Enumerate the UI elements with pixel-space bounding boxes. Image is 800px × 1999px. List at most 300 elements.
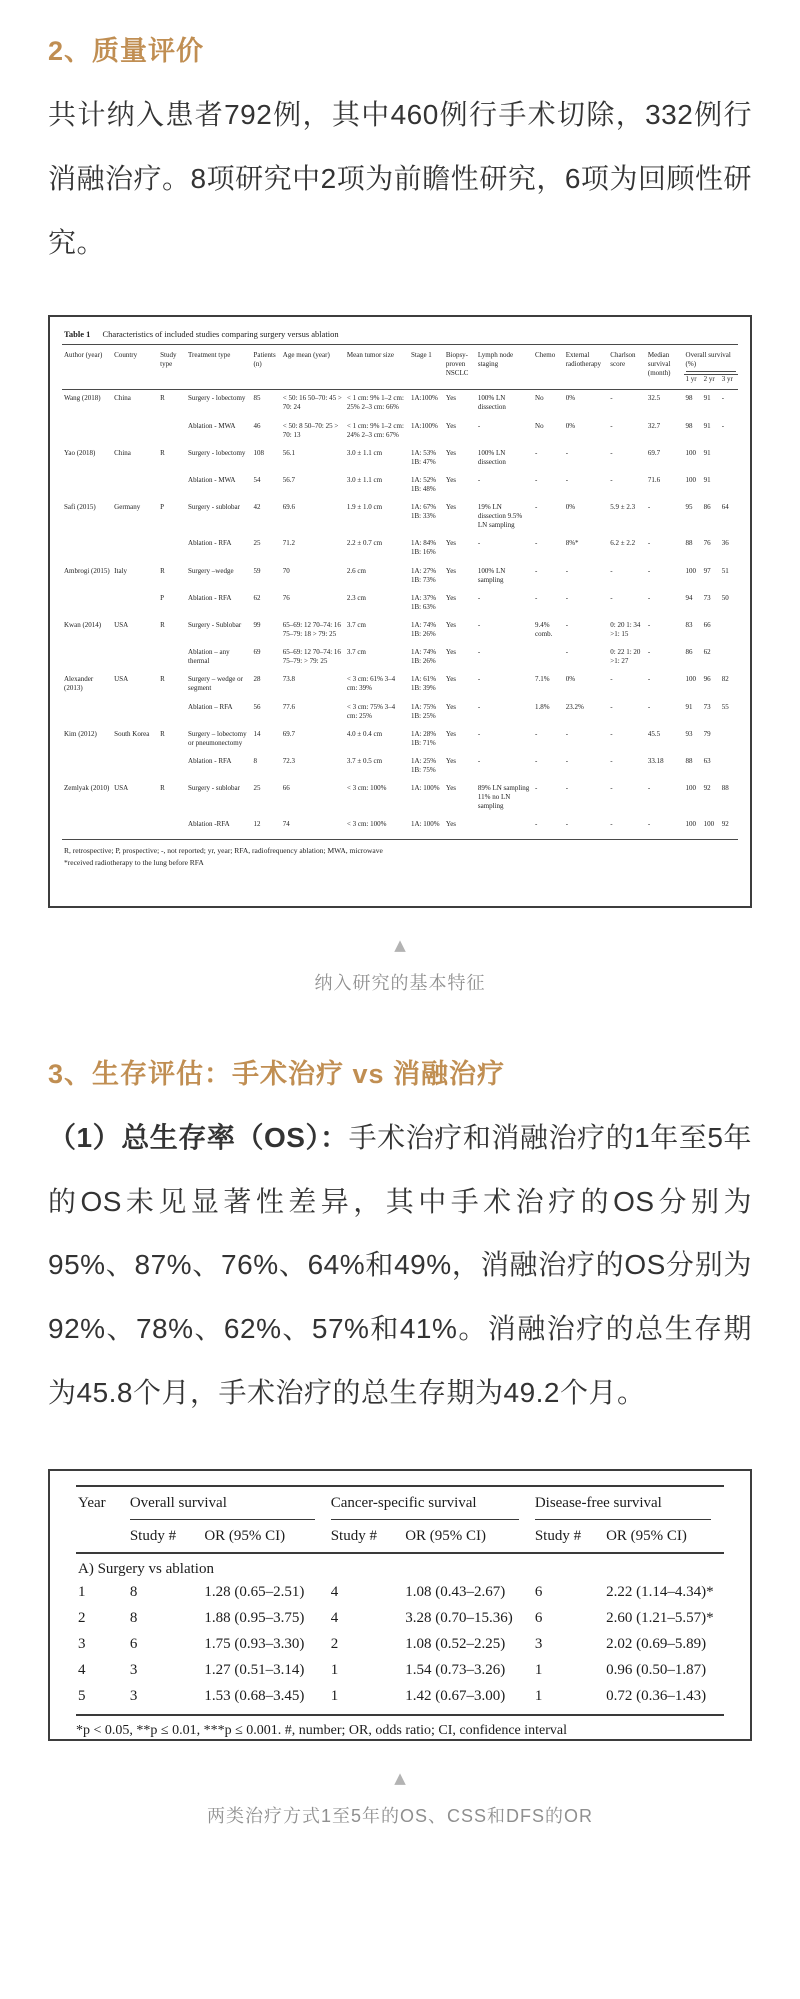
t1-cell: 1A: 84% 1B: 16%: [411, 539, 437, 557]
t2-cell: 1.28 (0.65–2.51): [204, 1584, 305, 1601]
t1-cell: 76: [703, 539, 711, 548]
t2-header-subcell: Study #: [329, 1524, 404, 1553]
t1-cell: 72.3: [282, 756, 296, 765]
t1-cell: -: [610, 475, 613, 484]
t1-cell: 98: [685, 421, 693, 430]
t2-cell: 0.96 (0.50–1.87): [606, 1662, 707, 1679]
t1-cell: 0%: [565, 503, 576, 512]
table1-footnotes: [62, 845, 738, 869]
t1-cell: 65–69: 12 70–74: 16 75–79: 18 > 79: 25: [282, 620, 341, 639]
t1-cell: Zemlyak (2010): [64, 784, 110, 793]
t1-cell: 83: [685, 620, 693, 629]
t1-cell: 98: [685, 394, 693, 403]
t1-cell: Yes: [445, 394, 457, 403]
t1-cell: Yes: [445, 448, 457, 457]
t1-cell: Ablation - RFA: [188, 539, 232, 548]
t1-cell: 19% LN dissection 9.5% LN sampling: [477, 503, 523, 530]
t1-cell: R: [160, 620, 165, 629]
t1-header-cell: External radiotherapy: [564, 347, 609, 390]
t1-cell: [62, 644, 112, 671]
t1-header-subcell: 3 yr: [720, 374, 738, 389]
t1-cell: [720, 616, 738, 643]
table-row: [76, 1684, 724, 1716]
t1-cell: Germany: [114, 503, 141, 512]
t2-cell: 4: [78, 1662, 86, 1679]
t1-cell: 91: [685, 702, 693, 711]
t1-cell: [62, 698, 112, 725]
t2-cell: 8: [129, 1610, 138, 1627]
t1-cell: [112, 698, 158, 725]
t1-cell: No: [535, 394, 544, 403]
t1-cell: 96: [703, 675, 711, 684]
t1-cell: 36: [721, 539, 729, 548]
t1-cell: [112, 535, 158, 562]
t1-cell: 100: [685, 448, 697, 457]
t1-cell: 42: [253, 503, 261, 512]
t1-cell: [62, 417, 112, 444]
t2-header-subcell: OR (95% CI): [403, 1524, 533, 1553]
t1-cell: < 50: 8 50–70: 25 > 70: 13: [282, 421, 339, 439]
table-row: [62, 535, 738, 562]
t1-cell: 1A: 53% 1B: 47%: [411, 448, 437, 466]
t1-cell: 25: [253, 539, 261, 548]
t1-cell: Surgery - Sublobar: [188, 620, 242, 629]
t1-cell: [158, 417, 186, 444]
t1-cell: -: [608, 816, 646, 840]
t1-cell: 100: [685, 675, 697, 684]
t1-cell: 88: [685, 756, 693, 765]
t2-cell: 1: [533, 1684, 604, 1716]
t1-cell: Yes: [445, 702, 457, 711]
t1-cell: USA: [114, 784, 129, 793]
t1-cell: [112, 816, 158, 840]
t1-cell: -: [477, 421, 481, 430]
t1-cell: 1A: 25% 1B: 75%: [411, 756, 437, 774]
t2-cell: 1.08 (0.52–2.25): [405, 1636, 506, 1653]
t1-cell: -: [565, 620, 569, 629]
t1-cell: R: [160, 448, 165, 457]
t1-cell: 3.0 ± 1.1 cm: [346, 475, 383, 484]
t1-cell: 94: [685, 593, 693, 602]
t1-cell: 62: [703, 648, 711, 657]
t1-cell: [720, 471, 738, 498]
t1-cell: -: [477, 593, 481, 602]
t2-cell: 1.88 (0.95–3.75): [204, 1610, 305, 1627]
t1-cell: Surgery - lobectomy: [188, 394, 246, 403]
t2-cell: 2.02 (0.69–5.89): [606, 1636, 707, 1653]
t1-cell: Ablation - MWA: [188, 475, 236, 484]
t1-cell: 7.1%: [535, 675, 550, 684]
table-row: [62, 752, 738, 779]
table1-footnote-asterisk: *received radiotherapy to the lung before RFA: [64, 858, 204, 868]
t1-cell: [112, 471, 158, 498]
t1-cell: < 3 cm: 61% 3–4 cm: 39%: [346, 675, 396, 693]
table-row: [62, 389, 738, 417]
t2-cell: 3: [129, 1662, 138, 1679]
t1-cell: R: [160, 675, 165, 684]
t1-cell: 1A: 74% 1B: 26%: [411, 648, 437, 666]
t2-cell: 1: [329, 1684, 404, 1716]
t1-cell: 1A: 37% 1B: 63%: [411, 593, 437, 611]
t1-cell: -: [647, 620, 651, 629]
t1-cell: [720, 752, 738, 779]
t1-cell: -: [647, 593, 651, 602]
t1-cell: 100: [702, 816, 720, 840]
t1-cell: 100: [685, 475, 697, 484]
t1-cell: Kim (2012): [64, 729, 97, 738]
t1-cell: 74: [281, 816, 345, 840]
t1-cell: 1A: 27% 1B: 73%: [411, 566, 437, 584]
t1-cell: -: [535, 448, 538, 457]
table-row: [62, 562, 738, 589]
t2-cell: 4: [330, 1584, 339, 1601]
t1-cell: -: [610, 756, 613, 765]
t2-cell: 2.22 (1.14–4.34)*: [606, 1584, 714, 1601]
t1-cell: -: [610, 394, 613, 403]
t1-cell: -: [564, 816, 609, 840]
t1-cell: 1A: 75% 1B: 25%: [411, 702, 437, 720]
t1-cell: 50: [721, 593, 729, 602]
t1-cell: [62, 471, 112, 498]
t1-cell: 1A: 74% 1B: 26%: [411, 620, 437, 639]
t2-cell: 3.28 (0.70–15.36): [405, 1610, 513, 1627]
t1-cell: 0: 20 1: 34 >1: 15: [610, 620, 641, 639]
t2-cell: 1.54 (0.73–3.26): [405, 1662, 506, 1679]
t1-cell: 100% LN dissection: [477, 448, 506, 466]
t1-cell: -: [610, 729, 613, 738]
t1-cell: Surgery – lobectomy or pneumonectomy: [188, 729, 247, 747]
t1-cell: Ablation -RFA: [186, 816, 252, 840]
t1-cell: 0%: [565, 421, 576, 430]
t1-cell: -: [565, 729, 569, 738]
t1-cell: 92: [703, 784, 711, 793]
t1-cell: China: [114, 448, 131, 457]
t2-header-group: Cancer-specific survival: [329, 1486, 533, 1524]
t1-cell: 63: [703, 756, 711, 765]
t2-cell: 2.60 (1.21–5.57)*: [606, 1610, 714, 1627]
table-row: [62, 417, 738, 444]
t1-cell: 1A: 67% 1B: 33%: [411, 503, 437, 521]
t1-cell: 6.2 ± 2.2: [610, 539, 636, 548]
table-row: [62, 644, 738, 671]
t1-cell: No: [535, 421, 544, 430]
t1-cell: 89% LN sampling 11% no LN sampling: [477, 784, 530, 811]
t1-cell: [720, 725, 738, 752]
t1-cell: [62, 752, 112, 779]
t1-cell: 1.9 ± 1.0 cm: [346, 503, 383, 512]
t1-cell: 4.0 ± 0.4 cm: [346, 729, 383, 738]
t1-cell: 51: [721, 566, 729, 575]
t1-cell: 66: [282, 784, 290, 793]
t1-cell: [112, 589, 158, 616]
t1-cell: 64: [721, 503, 729, 512]
t1-header-subcell: 1 yr: [684, 374, 702, 389]
t1-cell: 99: [253, 620, 261, 629]
t1-cell: 71.2: [282, 539, 296, 548]
t1-cell: 32.5: [647, 394, 661, 403]
table1-label: Table 1: [64, 328, 91, 339]
table-row: [76, 1580, 724, 1606]
table2-grid: [76, 1485, 724, 1717]
t1-cell: [62, 535, 112, 562]
t2-cell: 1: [78, 1584, 86, 1601]
t1-cell: -: [535, 593, 538, 602]
t2-cell: 6: [534, 1610, 543, 1627]
t2-cell: 8: [129, 1584, 138, 1601]
t1-cell: 2.3 cm: [346, 593, 366, 602]
t1-cell: -: [477, 675, 481, 684]
t1-cell: 88: [685, 539, 693, 548]
t1-cell: 69.6: [282, 503, 296, 512]
os-lead-bold: （1）总生存率（OS）：: [48, 1121, 349, 1153]
table-row: [62, 589, 738, 616]
t1-cell: 55: [721, 702, 729, 711]
t1-cell: [158, 752, 186, 779]
t1-cell: Surgery - lobectomy: [188, 448, 246, 457]
t1-cell: -: [477, 620, 481, 629]
t1-cell: -: [647, 702, 651, 711]
t1-cell: 108: [253, 448, 265, 457]
t1-cell: R: [160, 784, 165, 793]
t1-cell: 0: 22 1: 20 >1: 27: [610, 648, 641, 666]
t1-cell: 54: [253, 475, 261, 484]
t1-cell: < 3 cm: 100%: [346, 784, 387, 793]
t1-cell: [112, 752, 158, 779]
t1-cell: 3.7 ± 0.5 cm: [346, 756, 383, 765]
t1-cell: < 1 cm: 9% 1–2 cm: 25% 2–3 cm: 66%: [346, 394, 404, 412]
t1-cell: 76: [282, 593, 290, 602]
t1-cell: 56.1: [282, 448, 296, 457]
t1-cell: -: [535, 539, 538, 548]
t1-cell: 73.8: [282, 675, 296, 684]
t1-cell: -: [610, 702, 613, 711]
t1-cell: 2.2 ± 0.7 cm: [346, 539, 383, 548]
t1-cell: -: [647, 784, 651, 793]
t1-cell: [476, 816, 533, 840]
t1-cell: Surgery - sublobar: [188, 503, 240, 512]
t1-cell: R: [160, 729, 165, 738]
t1-cell: Surgery –wedge: [188, 566, 234, 575]
t1-cell: -: [610, 566, 613, 575]
section-2-paragraph: 共计纳入患者792例，其中460例行手术切除，332例行消融治疗。8项研究中2项为前瞻性研究，6项为回顾性研究。: [48, 99, 752, 258]
t1-cell: 1A: 100%: [411, 784, 440, 793]
t1-cell: Yes: [445, 566, 457, 575]
t1-cell: R: [160, 566, 165, 575]
t1-cell: Yes: [445, 475, 457, 484]
t1-cell: -: [477, 756, 481, 765]
t1-cell: Yes: [445, 539, 457, 548]
t1-cell: 70: [282, 566, 290, 575]
t1-cell: < 3 cm: 100%: [345, 816, 409, 840]
t2-section-row: [76, 1553, 724, 1580]
t1-cell: 0%: [565, 675, 576, 684]
t1-cell: < 3 cm: 75% 3–4 cm: 25%: [346, 702, 396, 720]
t1-cell: < 1 cm: 9% 1–2 cm: 24% 2–3 cm: 67%: [346, 421, 404, 439]
t1-cell: South Korea: [114, 729, 150, 738]
t1-cell: 1A: 100%: [409, 816, 444, 840]
t1-cell: -: [610, 784, 613, 793]
t1-cell: [720, 644, 738, 671]
t1-cell: -: [721, 421, 725, 430]
t1-cell: P: [160, 593, 165, 602]
t2-cell: 1.27 (0.51–3.14): [204, 1662, 305, 1679]
t1-cell: 59: [253, 566, 261, 575]
t1-cell: -: [646, 816, 684, 840]
t1-cell: 69: [253, 648, 261, 657]
t1-cell: -: [477, 475, 481, 484]
table1-title-text: Characteristics of included studies comparing surgery versus ablation: [102, 328, 339, 339]
t1-cell: 14: [253, 729, 261, 738]
t1-cell: Kwan (2014): [64, 620, 102, 629]
t1-cell: 25: [253, 784, 261, 793]
t1-cell: -: [647, 503, 651, 512]
t1-cell: 88: [721, 784, 729, 793]
t2-header-subcell: Study #: [128, 1524, 203, 1553]
t1-cell: 32.7: [647, 421, 661, 430]
t1-cell: 71.6: [647, 475, 661, 484]
t1-cell: 73: [703, 702, 711, 711]
t1-cell: -: [610, 448, 613, 457]
t2-cell: 2: [330, 1636, 339, 1653]
t1-cell: Ablation – any thermal: [188, 648, 230, 666]
t1-cell: Yes: [444, 816, 476, 840]
t1-cell: 97: [703, 566, 711, 575]
t1-cell: -: [565, 648, 569, 657]
t1-cell: [112, 417, 158, 444]
section-3-paragraph: [48, 1106, 752, 1425]
t1-cell: 91: [703, 475, 711, 484]
t1-cell: 91: [703, 394, 711, 403]
t1-header-cell: Biopsy-proven NSCLC: [444, 347, 476, 390]
table-row: [62, 780, 738, 816]
section-3-heading: 3、生存评估：手术治疗 vs 消融治疗: [48, 1058, 506, 1089]
t1-cell: Wang (2018): [64, 394, 101, 403]
t1-cell: 85: [253, 394, 261, 403]
t1-cell: -: [565, 475, 569, 484]
t1-cell: 56: [253, 702, 261, 711]
t1-cell: 3.7 cm: [346, 648, 366, 657]
t1-cell: [158, 471, 186, 498]
t1-cell: -: [535, 566, 538, 575]
t1-header-cell: Stage 1: [409, 347, 444, 390]
triangle-up-icon: ▲: [394, 935, 406, 954]
t2-cell: 1.42 (0.67–3.00): [403, 1684, 533, 1716]
t1-header-cell: Patients (n): [252, 347, 281, 390]
t1-cell: 8: [253, 756, 258, 765]
t2-cell: 1: [330, 1662, 339, 1679]
t1-cell: [62, 816, 112, 840]
t1-cell: 91: [703, 448, 711, 457]
t1-cell: 5.9 ± 2.3: [610, 503, 636, 512]
t1-header-cell: Lymph node staging: [476, 347, 533, 390]
section-2-heading: 2、质量评价: [48, 36, 205, 66]
t1-cell: Yes: [445, 675, 457, 684]
t1-cell: Yao (2018): [64, 448, 96, 457]
t1-cell: -: [565, 566, 569, 575]
t1-header-cell: Author (year): [62, 347, 112, 390]
t1-cell: -: [610, 421, 613, 430]
t1-cell: -: [477, 539, 481, 548]
triangle-up-icon: ▲: [394, 1768, 406, 1787]
t1-cell: 8%*: [565, 539, 579, 548]
t2-cell: 1.08 (0.43–2.67): [405, 1584, 506, 1601]
t1-cell: -: [647, 675, 651, 684]
table1-caption-block: [48, 935, 752, 995]
t1-cell: -: [535, 729, 538, 738]
t1-cell: Yes: [445, 421, 457, 430]
t1-cell: 3.7 cm: [346, 620, 366, 629]
table-row: [76, 1632, 724, 1658]
t2-header-group: Overall survival: [128, 1486, 329, 1524]
t1-cell: 28: [253, 675, 261, 684]
table-row: [62, 671, 738, 698]
t1-cell: Alexander (2013): [64, 675, 94, 693]
table1-title: [62, 327, 738, 345]
table-row: [76, 1606, 724, 1632]
t1-cell: P: [160, 503, 165, 512]
t1-cell: -: [610, 593, 613, 602]
t1-cell: -: [477, 648, 481, 657]
t2-cell: 2: [78, 1610, 86, 1627]
t1-cell: -: [565, 756, 569, 765]
t1-cell: Yes: [445, 756, 457, 765]
t2-cell: 3: [78, 1636, 86, 1653]
t1-cell: 1A: 52% 1B: 48%: [411, 475, 437, 494]
table-row: [62, 499, 738, 535]
t1-cell: 45.5: [647, 729, 661, 738]
t1-cell: 86: [685, 648, 693, 657]
t2-section-label: A) Surgery vs ablation: [78, 1560, 214, 1577]
os-paragraph-text: 手术治疗和消融治疗的1年至5年的OS未见显著性差异，其中手术治疗的OS分别为95%、87%、76%、64%和49%，消融治疗的OS分别为92%、78%、62%、57%和41%。消融治疗的总生存期为45.8个月，手术治疗的总生存期为49.2个月。: [48, 1121, 752, 1408]
t1-cell: Ablation - RFA: [188, 756, 232, 765]
t1-cell: [158, 644, 186, 671]
t1-cell: 1A: 61% 1B: 39%: [411, 675, 437, 693]
t1-cell: [158, 535, 186, 562]
t1-cell: < 50: 16 50–70: 45 > 70: 24: [282, 394, 342, 412]
table-row: [62, 816, 738, 840]
table1-grid: [62, 347, 738, 841]
t1-cell: Ablation - MWA: [188, 421, 236, 430]
t1-cell: Surgery – wedge or segment: [188, 675, 243, 693]
t1-cell: 12: [252, 816, 281, 840]
table2-figure: [48, 1469, 752, 1741]
t1-cell: -: [565, 784, 569, 793]
table1-caption: 纳入研究的基本特征: [314, 972, 486, 993]
t1-header-cell: Chemo: [533, 347, 564, 390]
t1-cell: -: [647, 566, 651, 575]
t1-cell: USA: [114, 620, 129, 629]
table-row: [62, 444, 738, 471]
t1-cell: 46: [253, 421, 261, 430]
t1-cell: 65–69: 12 70–74: 16 75–79: > 79: 25: [282, 648, 341, 666]
t1-cell: 100: [684, 816, 702, 840]
t1-cell: 66: [703, 620, 711, 629]
t1-cell: 82: [721, 675, 729, 684]
t1-cell: China: [114, 394, 131, 403]
t1-cell: 73: [703, 593, 711, 602]
t1-header-subcell: 2 yr: [702, 374, 720, 389]
t1-cell: Surgery - sublobar: [188, 784, 240, 793]
table-row: [62, 725, 738, 752]
table-row: [62, 616, 738, 643]
t2-cell: 1.53 (0.68–3.45): [202, 1684, 328, 1716]
t1-cell: 33.18: [647, 756, 664, 765]
t1-cell: -: [565, 448, 569, 457]
t1-header-cell: Mean tumor size: [345, 347, 409, 390]
table2-caption-block: [48, 1768, 752, 1828]
t2-cell: 5: [76, 1684, 128, 1716]
t1-cell: 77.6: [282, 702, 296, 711]
